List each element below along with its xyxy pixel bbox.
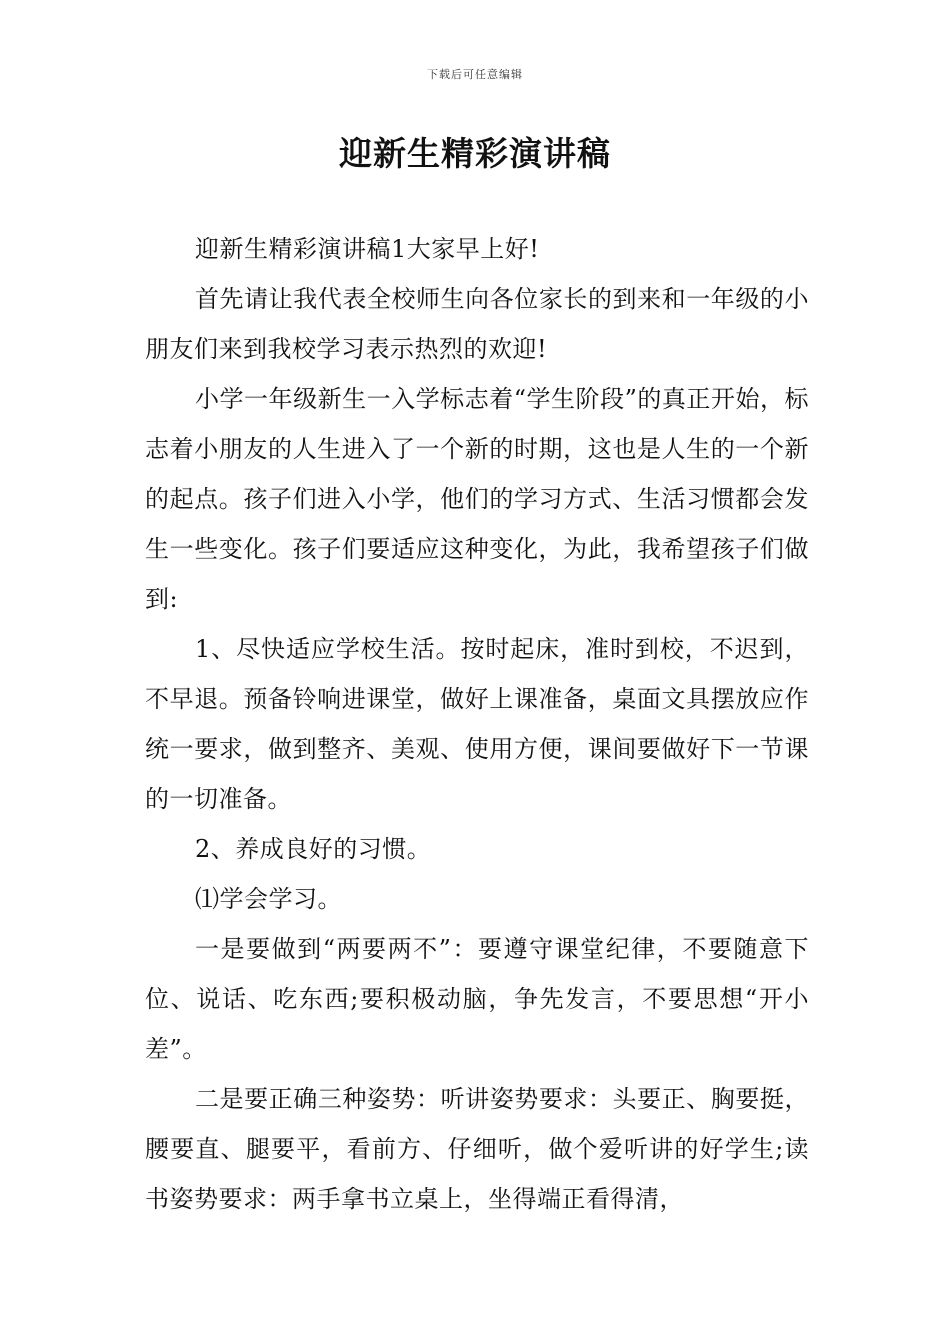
document-body	[145, 224, 809, 1224]
paragraph-item-2: 2、养成良好的习惯。	[195, 835, 432, 863]
document-title: 迎新生精彩演讲稿	[339, 134, 611, 173]
paragraph-greeting: 迎新生精彩演讲稿1大家早上好!	[195, 235, 540, 263]
paragraph-welcome: 首先请让我代表全校师生向各位家长的到来和一年级的小朋友们来到我校学习表示热烈的欢迎!	[145, 285, 809, 363]
page-header-note: 下载后可任意编辑	[427, 68, 523, 81]
paragraph-subitem-1: ⑴学会学习。	[195, 885, 342, 913]
paragraph-point-one: 一是要做到“两要两不”：要遵守课堂纪律，不要随意下位、说话、吃东西;要积极动脑，争先发言，不要思想“开小差”。	[145, 935, 809, 1063]
paragraph-item-1: 1、尽快适应学校生活。按时起床，准时到校，不迟到，不早退。预备铃响进课堂，做好上课准备，桌面文具摆放应作统一要求，做到整齐、美观、使用方便，课间要做好下一节课的一切准备。	[145, 635, 809, 813]
paragraph-new-stage: 小学一年级新生一入学标志着“学生阶段”的真正开始，标志着小朋友的人生进入了一个新的时期，这也是人生的一个新的起点。孩子们进入小学，他们的学习方式、生活习惯都会发生一些变化。孩子们要适应这种变化，为此，我希望孩子们做到:	[145, 385, 809, 613]
paragraph-point-two: 二是要正确三种姿势：听讲姿势要求：头要正、胸要挺，腰要直、腿要平，看前方、仔细听，做个爱听讲的好学生;读书姿势要求：两手拿书立桌上，坐得端正看得清，	[145, 1085, 809, 1213]
